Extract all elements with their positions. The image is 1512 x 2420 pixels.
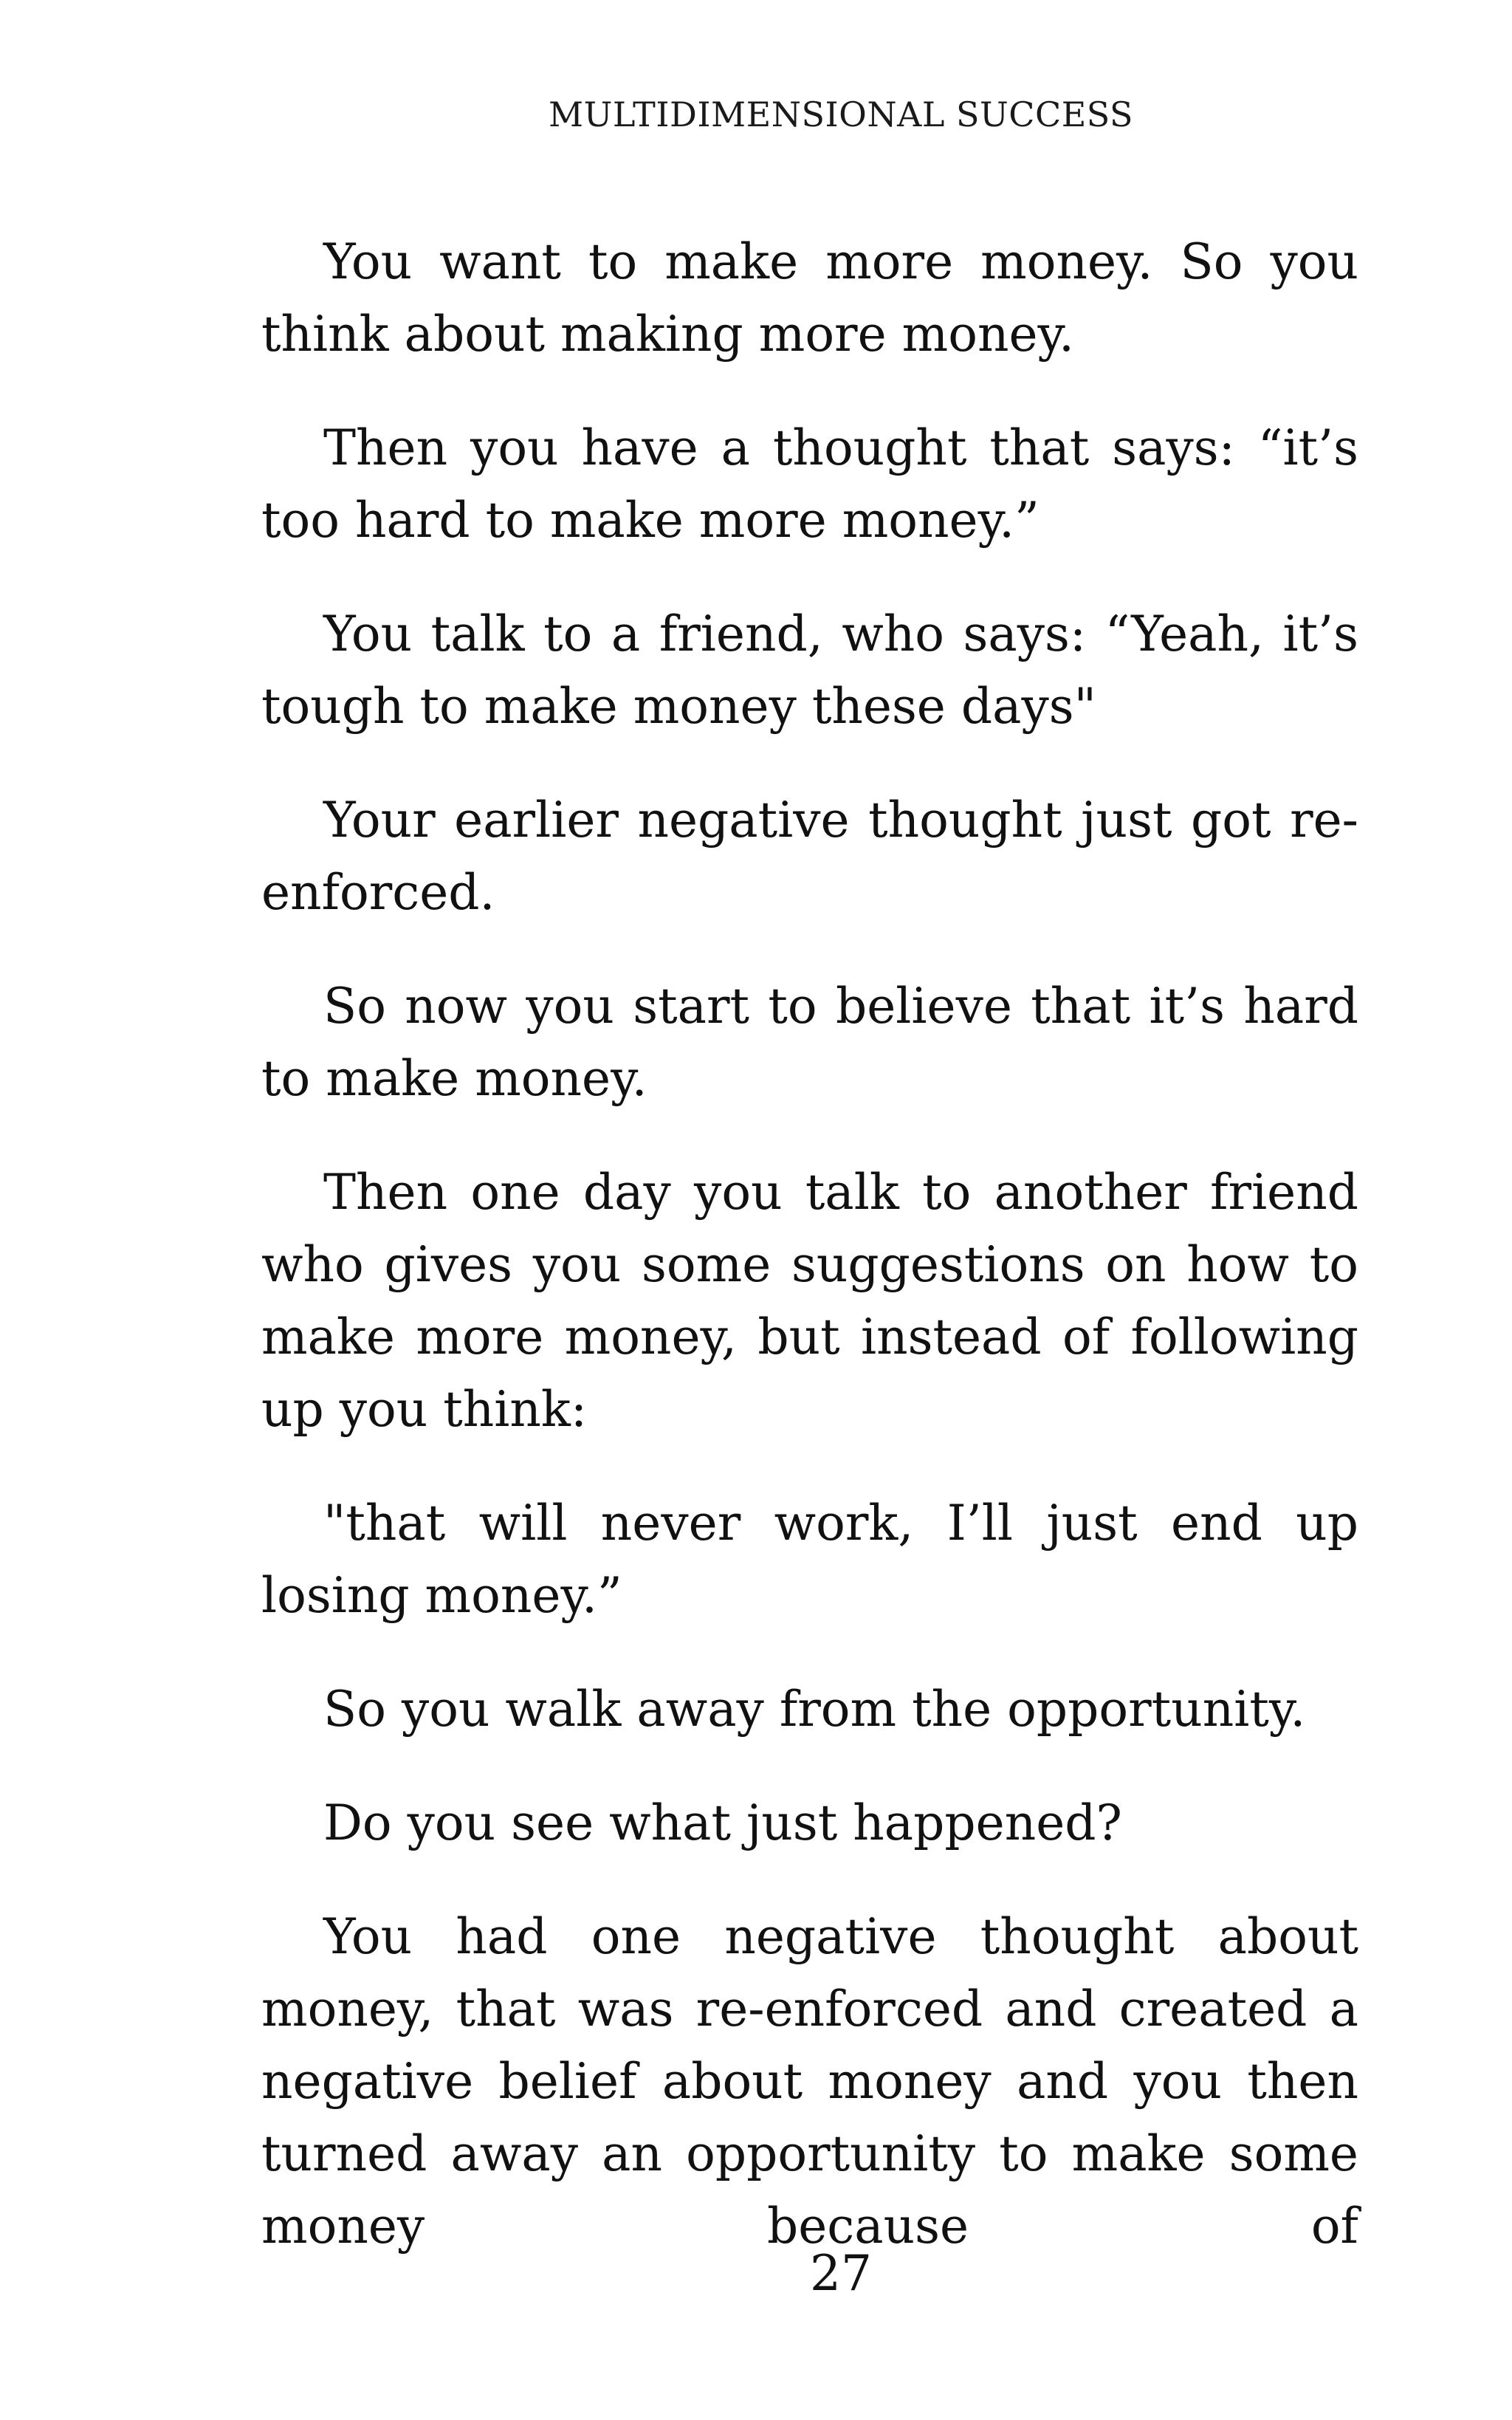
paragraph-5: So now you start to believe that it’s hard to make money. xyxy=(261,978,1358,1107)
paragraph-7: "that will never work, I’ll just end up losing money.” xyxy=(261,1495,1358,1624)
paragraph-2: Then you have a thought that says: “it’s too hard to make more money.” xyxy=(261,419,1358,549)
paragraph-4: Your earlier negative thought just got re-enforced. xyxy=(261,792,1358,921)
paragraph-6: Then one day you talk to another friend who gives you some suggestions on how to make more money, but instead of following up you think: xyxy=(261,1164,1358,1438)
page-number: 27 xyxy=(810,2245,872,2302)
paragraph-10: You had one negative thought about money, that was re-enforced and created a negative belief about money and you then turned away an opportunity to make some money because of xyxy=(261,1908,1358,2255)
running-header: MULTIDIMENSIONAL SUCCESS xyxy=(548,95,1133,134)
paragraph-3: You talk to a friend, who says: “Yeah, it’s tough to make money these days" xyxy=(261,606,1358,735)
paragraph-1: You want to make more money. So you think about making more money. xyxy=(261,233,1358,363)
body-text xyxy=(261,226,1358,2263)
paragraph-9: Do you see what just happened? xyxy=(323,1795,1122,1851)
paragraph-8: So you walk away from the opportunity. xyxy=(323,1681,1306,1738)
